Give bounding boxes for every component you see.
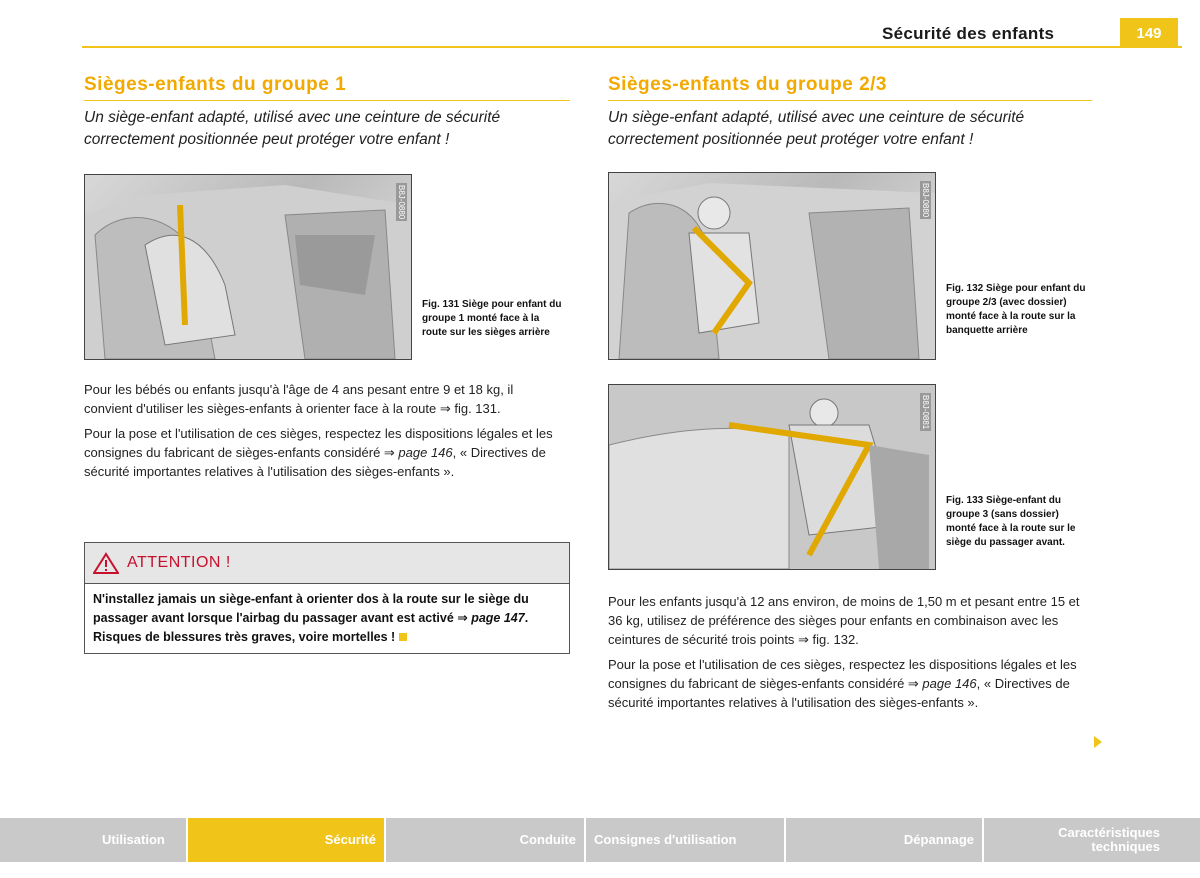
figure-code: B8J-0881 [921, 395, 930, 430]
nav-tab-utilisation[interactable]: Utilisation [0, 818, 188, 862]
booster-seat-illustration [609, 173, 935, 359]
running-header: Sécurité des enfants [882, 24, 1055, 43]
figure-131-caption: Fig. 131 Siège pour enfant du groupe 1 monté face à la route sur les sièges arrière [422, 299, 562, 338]
warning-triangle-icon [93, 552, 119, 574]
figure-132-image [608, 172, 936, 360]
end-of-section-marker [399, 633, 407, 641]
lead-text: Un siège-enfant adapté, utilisé avec une ceinture de sécurité correctement positionnée peut protéger votre enfant ! [84, 109, 501, 148]
lead-text: Un siège-enfant adapté, utilisé avec une ceinture de sécurité correctement positionnée peut protéger votre enfant ! [608, 109, 1025, 148]
right-body [608, 592, 1092, 718]
page-number: 149 [1120, 18, 1178, 48]
text-span: Pour la pose et l'utilisation de ces sièges, respectez les dispositions légales et les consignes du fabricant de sièges-enfants considéré ⇒ [84, 426, 553, 460]
left-body [84, 380, 554, 487]
text-span: Pour la pose et l'utilisation de ces sièges, respectez les dispositions légales et les consignes du fabricant de sièges-enfants considéré ⇒ [608, 657, 1077, 691]
text-span: . Risques de blessures très graves, voire mortelles ! [93, 611, 529, 644]
section-heading: Sièges-enfants du groupe 1 [84, 74, 570, 101]
child-seat-illustration [85, 175, 411, 359]
nav-tab-securite[interactable]: Sécurité [188, 818, 386, 862]
continue-arrow-icon [1094, 736, 1102, 748]
figure-code: B8J-0880 [921, 183, 930, 218]
text-span: N'installez jamais un siège-enfant à orienter dos à la route sur le siège du passager avant lorsque l'airbag du passager avant est activé ⇒ [93, 592, 529, 625]
section-heading: Sièges-enfants du groupe 2/3 [608, 74, 1092, 101]
body-paragraph [608, 655, 1092, 712]
front-passenger-booster-illustration [609, 385, 935, 569]
warning-box [84, 542, 570, 654]
chapter-nav [0, 818, 1200, 862]
warning-header [85, 543, 569, 584]
nav-tab-consignes[interactable]: Consignes d'utilisation [586, 818, 786, 862]
nav-tab-conduite[interactable]: Conduite [386, 818, 586, 862]
text-span: , « Directives de sécurité importantes relatives à l'utilisation des sièges-enfants ». [84, 445, 546, 479]
page-reference-link[interactable]: page 146 [922, 676, 977, 691]
header-rule [82, 46, 1182, 48]
nav-tab-depannage[interactable]: Dépannage [786, 818, 984, 862]
body-paragraph [84, 424, 554, 481]
text-span: , « Directives de sécurité importantes relatives à l'utilisation des sièges-enfants ». [608, 676, 1070, 710]
page-reference-link[interactable]: page 147 [471, 611, 525, 625]
left-column [84, 74, 570, 151]
figure-133-caption: Fig. 133 Siège-enfant du groupe 3 (sans dossier) monté face à la route sur le siège du passager avant. [946, 495, 1076, 548]
body-paragraph: Pour les enfants jusqu'à 12 ans environ, de moins de 1,50 m et pesant entre 15 et 36 kg, utilisez de préférence des sièges pour enfants en combinaison avec les ceintures de sécurité trois points ⇒ fig. 132. [608, 594, 1080, 647]
nav-tab-caracteristiques[interactable]: Caractéristiques techniques [984, 818, 1200, 862]
page-reference-link[interactable]: page 146 [398, 445, 453, 460]
right-column [608, 74, 1092, 151]
figure-131-image [84, 174, 412, 360]
warning-title: ATTENTION ! [127, 554, 231, 571]
figure-code: B8J-0880 [397, 185, 406, 220]
figure-133-image [608, 384, 936, 570]
warning-text [85, 584, 569, 653]
body-paragraph: Pour les bébés ou enfants jusqu'à l'âge de 4 ans pesant entre 9 et 18 kg, il convient d'utiliser les sièges-enfants à orienter face à la route ⇒ fig. 131. [84, 382, 514, 416]
figure-132-caption: Fig. 132 Siège pour enfant du groupe 2/3 (avec dossier) monté face à la route sur la banquette arrière [946, 283, 1086, 336]
